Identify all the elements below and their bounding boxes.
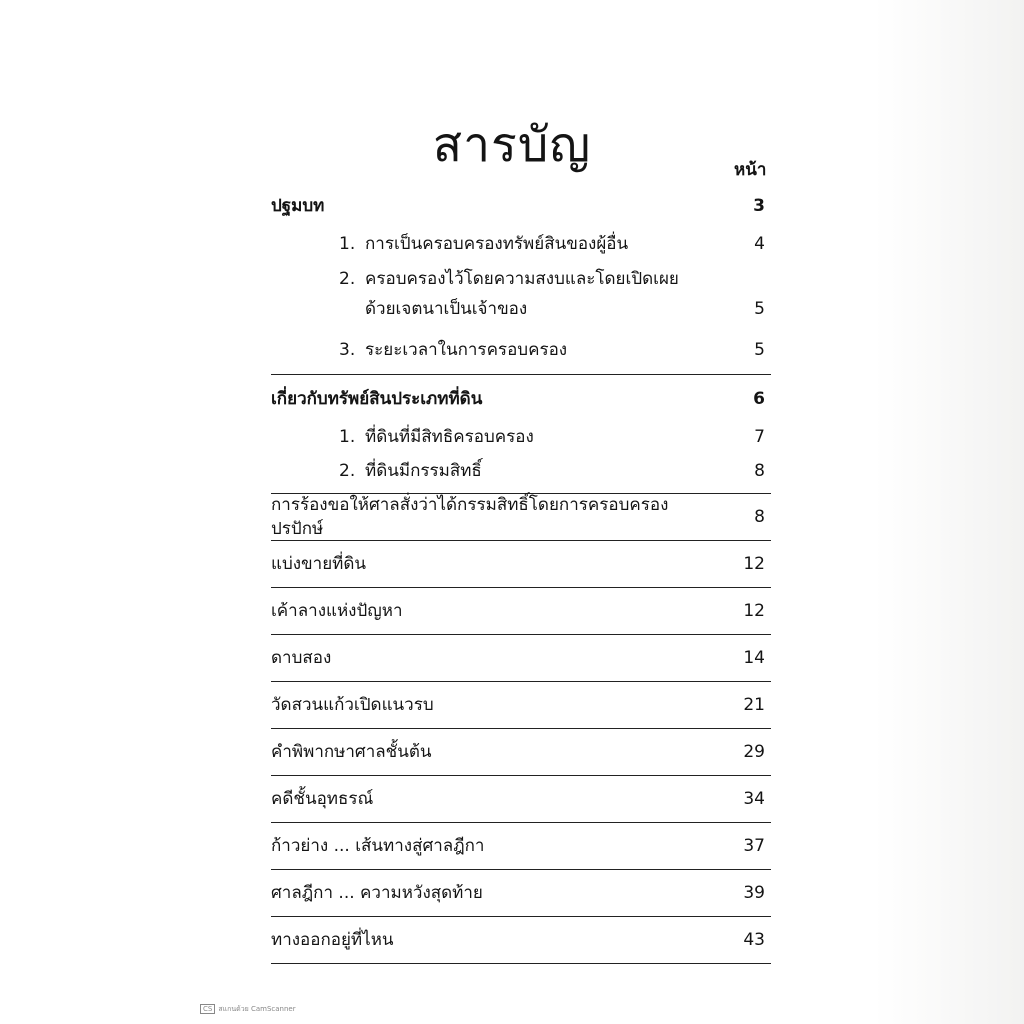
toc-heading-label: เกี่ยวกับทรัพย์สินประเภทที่ดิน (271, 389, 483, 409)
toc-entry (271, 588, 771, 635)
toc-subitem-row (271, 425, 771, 449)
toc-entry-label: วัดสวนแก้วเปิดแนวรบ (271, 695, 434, 715)
toc-page-number: 3 (753, 196, 765, 216)
toc-entry-label: การร้องขอให้ศาลสั่งว่าได้กรรมสิทธิ์โดยการครอบครองปรปักษ์ (271, 495, 669, 539)
toc-section-1 (271, 190, 771, 375)
toc-page-number: 5 (754, 340, 765, 360)
scanner-watermark (200, 1004, 296, 1015)
toc-section-2 (271, 375, 771, 494)
toc-item-number: 2. (339, 269, 356, 289)
toc-page-number: 12 (743, 601, 765, 621)
toc-entry (271, 494, 771, 541)
toc-entry (271, 635, 771, 682)
toc-page-number: 29 (743, 742, 765, 762)
toc-entry (271, 917, 771, 964)
toc-page-number: 21 (743, 695, 765, 715)
toc-page-number: 43 (743, 930, 765, 950)
toc-entry (271, 729, 771, 776)
toc-entry-label: ก้าวย่าง ... เส้นทางสู่ศาลฎีกา (271, 836, 485, 856)
toc-entry (271, 682, 771, 729)
toc-page-number: 12 (743, 554, 765, 574)
toc-heading-row (271, 190, 771, 218)
toc-entry-label: ทางออกอยู่ที่ไหน (271, 930, 394, 950)
toc-entry-label: ดาบสอง (271, 648, 332, 668)
toc-item-number: 3. (339, 340, 356, 360)
toc-entry-label: คำพิพากษาศาลชั้นต้น (271, 742, 432, 762)
toc-subitem-row (271, 459, 771, 483)
toc-page-number: 37 (743, 836, 765, 856)
toc-subitem-row (271, 232, 771, 256)
toc-page-number: 14 (743, 648, 765, 668)
toc-page-number: 8 (754, 461, 765, 481)
toc-page-number: 5 (754, 299, 765, 319)
table-of-contents (271, 190, 771, 964)
page-title: สารบัญ (432, 117, 592, 174)
toc-item-label: การเป็นครอบครองทรัพย์สินของผู้อื่น (365, 234, 629, 254)
toc-entry (271, 823, 771, 870)
toc-item-label: ครอบครองไว้โดยความสงบและโดยเปิดเผยด้วยเจตนาเป็นเจ้าของ (365, 269, 679, 319)
toc-item-number: 2. (339, 461, 356, 481)
toc-page-number: 7 (754, 427, 765, 447)
toc-subitem-row (271, 264, 771, 324)
toc-item-label: ระยะเวลาในการครอบครอง (365, 340, 568, 360)
toc-entry-label: คดีชั้นอุทธรณ์ (271, 789, 374, 809)
toc-page-number: 4 (754, 234, 765, 254)
toc-entry-label: ศาลฎีกา ... ความหวังสุดท้าย (271, 883, 483, 903)
toc-item-label: ที่ดินที่มีสิทธิครอบครอง (365, 427, 534, 447)
toc-heading-row (271, 375, 771, 411)
toc-entry (271, 541, 771, 588)
toc-entry-label: เค้าลางแห่งปัญหา (271, 601, 403, 621)
toc-entry (271, 776, 771, 823)
toc-page-number: 34 (743, 789, 765, 809)
toc-page-number: 39 (743, 883, 765, 903)
toc-page-number: 6 (753, 389, 765, 409)
page-column-label: หน้า (734, 160, 767, 180)
toc-subitem-row (271, 338, 771, 362)
toc-entry (271, 870, 771, 917)
toc-entry-label: แบ่งขายที่ดิน (271, 554, 367, 574)
toc-item-label: ที่ดินมีกรรมสิทธิ์ (365, 461, 482, 481)
toc-item-number: 1. (339, 234, 356, 254)
toc-item-number: 1. (339, 427, 356, 447)
scanner-text: สแกนด้วย CamScanner (218, 1005, 296, 1013)
scanner-badge: CS (200, 1004, 215, 1014)
toc-page-number: 8 (754, 507, 765, 527)
toc-heading-label: ปฐมบท (271, 196, 325, 216)
